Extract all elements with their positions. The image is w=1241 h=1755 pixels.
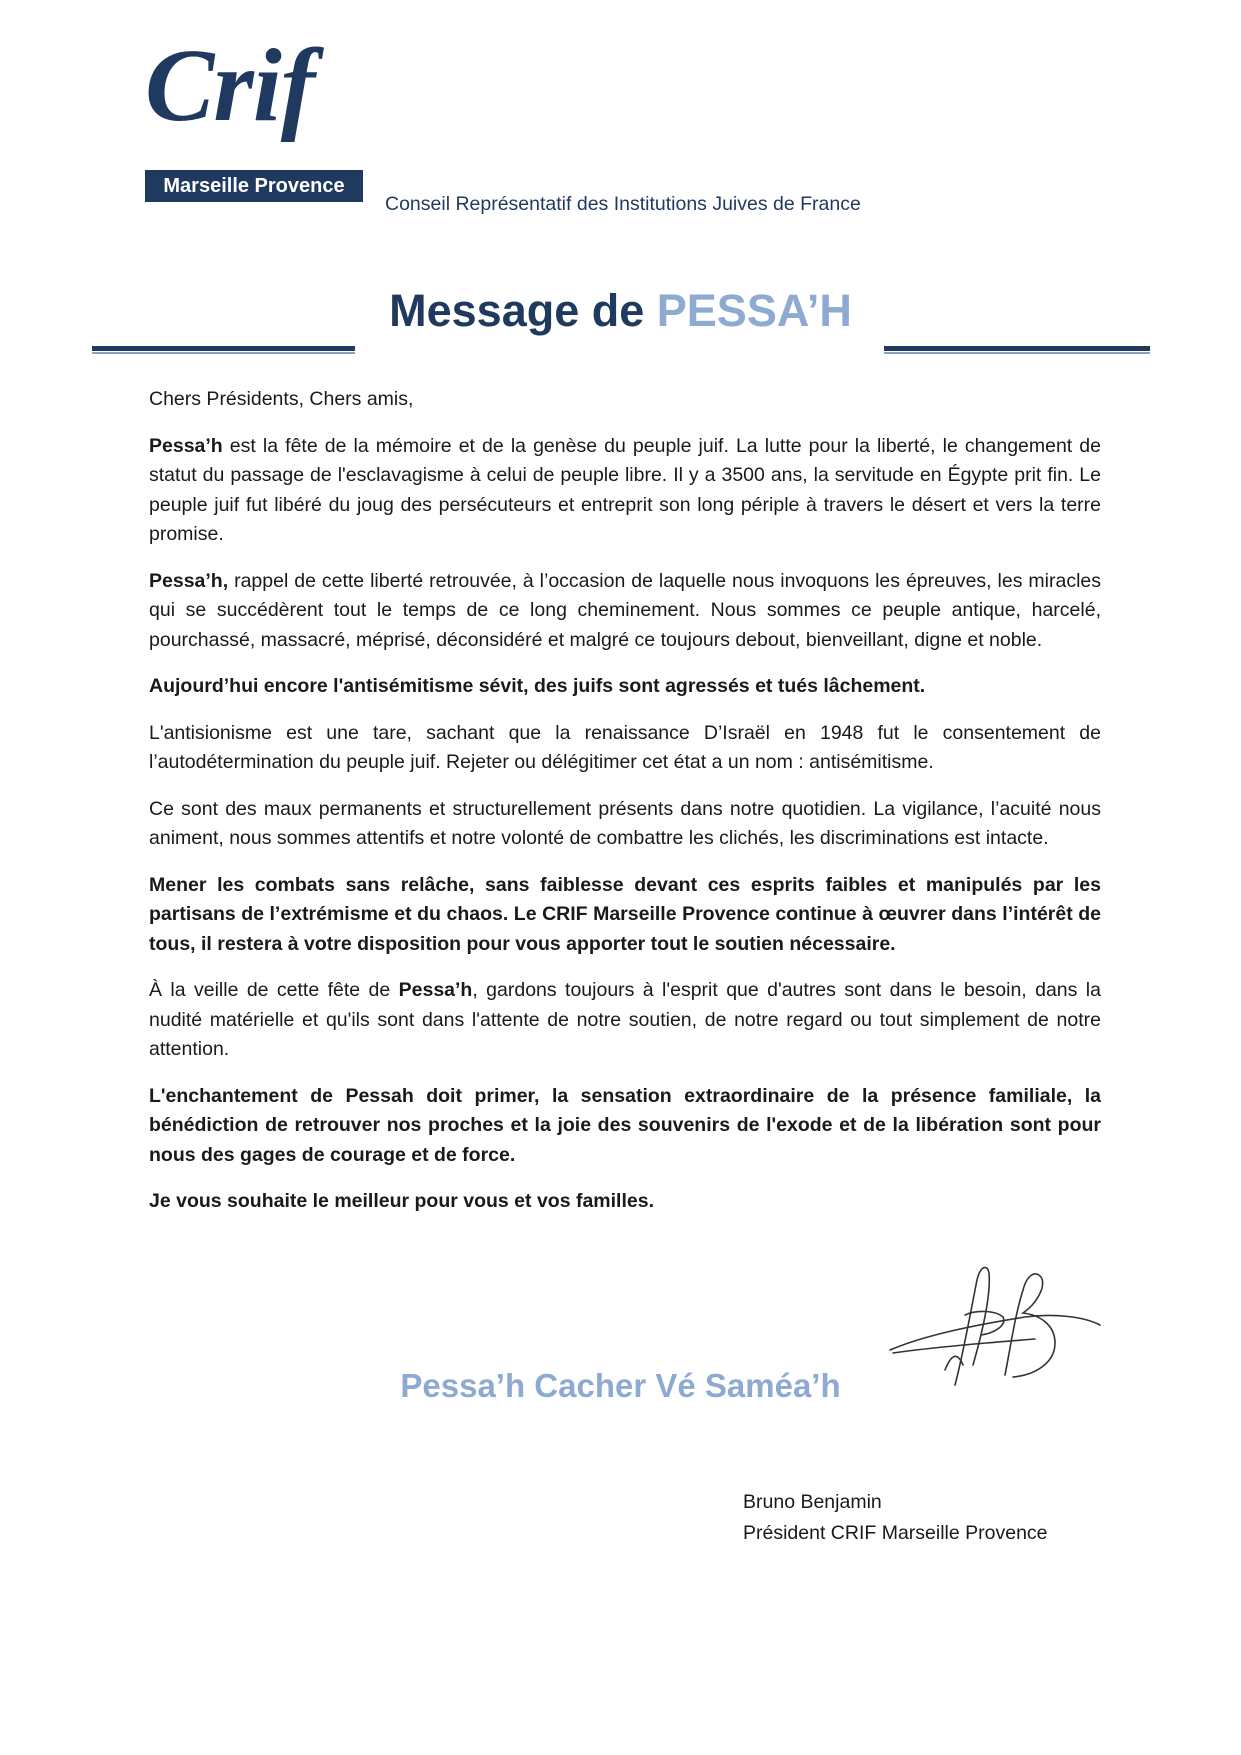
paragraph-5: Ce sont des maux permanents et structurellement présents dans notre quotidien. La vigilance, l’acuité nous animent, nous sommes attentifs et notre volonté de combattre les clichés, les discriminations est intacte. — [149, 797, 1101, 849]
paragraph-1-text: est la fête de la mémoire et de la genèse du peuple juif. La lutte pour la liberté, le changement de statut du passage de l'esclavagisme à celui de peuple libre. Il y a 3500 ans, la servitude en Égypte prit fin. Le peuple juif fut libéré du joug des persécuteurs et entreprit son long périple à travers le désert et vers la terre promise. — [149, 434, 1101, 545]
paragraph-7-text: , gardons toujours à l'esprit que d'autres sont dans le besoin, dans la nudité matérielle et qu'ils sont dans l'attente de notre soutien, de notre regard ou tout simplement de notre attention. — [149, 979, 1101, 1060]
paragraph-2-lead: Pessa’h, — [149, 569, 229, 592]
organization-name: Conseil Représentatif des Institutions Juives de France — [385, 193, 861, 215]
signoff-role: Président CRIF Marseille Provence — [743, 1522, 1048, 1544]
letter-body — [149, 385, 1101, 1234]
paragraph-1 — [149, 432, 1101, 550]
paragraph-1-lead: Pessa’h — [149, 434, 223, 457]
paragraph-7-pre: À la veille de cette fête de — [149, 979, 399, 1001]
title-rule-right — [884, 346, 1150, 355]
page-title — [0, 283, 1241, 339]
signoff-name: Bruno Benjamin — [743, 1491, 882, 1513]
logo-wordmark: Crif — [145, 28, 315, 143]
title-rule-left — [92, 346, 355, 355]
paragraph-2-text: rappel de cette liberté retrouvée, à l’occasion de laquelle nous invoquons les épreuves, les miracles qui se succédèrent tout le temps de ce long cheminement. Nous sommes ce peuple antique, harcelé, pourchassé, massacré, méprisé, déconsidéré et malgré ce toujours debout, bienveillant, digne et noble. — [149, 569, 1101, 651]
paragraph-9-text: Je vous souhaite le meilleur pour vous et vos familles. — [149, 1190, 655, 1212]
logo-band: Marseille Provence — [145, 170, 363, 202]
closing-greeting: Pessa’h Cacher Vé Saméa’h — [400, 1367, 841, 1404]
paragraph-6 — [149, 871, 1101, 960]
paragraph-3-text: Aujourd’hui encore l'antisémitisme sévit, des juifs sont agressés et tués lâchement. — [149, 675, 926, 697]
title-prefix: Message de — [389, 285, 645, 336]
signoff — [743, 1487, 1048, 1549]
paragraph-8-text: L'enchantement de Pessah doit primer, la sensation extraordinaire de la présence familiale, la bénédiction de retrouver nos proches et la joie des souvenirs de l'exode et de la libération sont pour nous des gages de courage et de force. — [149, 1084, 1101, 1166]
paragraph-3 — [149, 672, 1101, 702]
paragraph-8 — [149, 1082, 1101, 1171]
paragraph-7 — [149, 976, 1101, 1065]
title-highlight: PESSA’H — [656, 285, 852, 336]
salutation: Chers Présidents, Chers amis, — [149, 388, 414, 410]
paragraph-2 — [149, 567, 1101, 656]
paragraph-4: L'antisionisme est une tare, sachant que la renaissance D’Israël en 1948 fut le consentement de l’autodétermination du peuple juif. Rejeter ou délégitimer cet état a un nom : antisémitisme. — [149, 721, 1101, 773]
paragraph-9 — [149, 1187, 1101, 1217]
paragraph-7-lead: Pessa’h — [398, 979, 473, 1001]
paragraph-6-text: Mener les combats sans relâche, sans faiblesse devant ces esprits faibles et manipulés par les partisans de l’extrémisme et du chaos. Le CRIF Marseille Provence continue à œuvrer dans l’intérêt de tous, il restera à votre disposition pour vous apporter tout le soutien nécessaire. — [149, 873, 1101, 955]
crif-logo — [145, 28, 365, 202]
